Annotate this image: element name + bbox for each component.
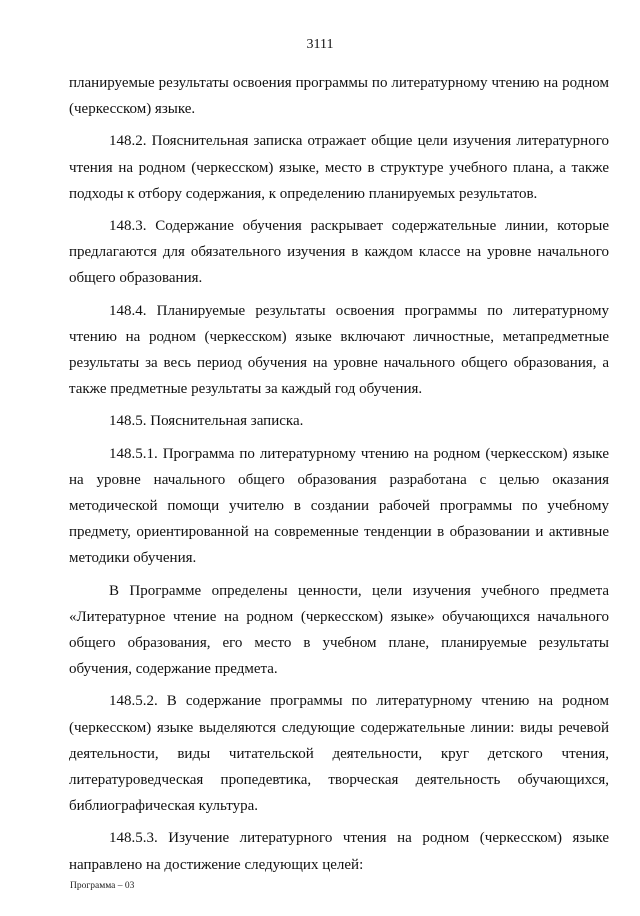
paragraph-148-5: 148.5. Пояснительная записка. [109,413,304,430]
paragraph-148-4: 148.4. Планируемые результаты освоения программы по литературному чтению на родном (черкесском) языке включают личностные, метапредметные результаты за весь период обучения на уровне начального общего образования, а также предметные результаты за каждый год обучения. [69,302,609,398]
document-body [69,70,609,884]
paragraph-148-5-3: 148.5.3. Изучение литературного чтения на родном (черкесском) языке направлено на достижение следующих целей: [69,830,609,873]
page-footer: Программа – 03 [70,881,135,891]
paragraph-148-3: 148.3. Содержание обучения раскрывает содержательные линии, которые предлагаются для обязательного изучения в каждом классе на уровне начального общего образования. [69,218,609,287]
paragraph-148-5-2: 148.5.2. В содержание программы по литературному чтению на родном (черкесском) языке выделяются следующие содержательные линии: виды речевой деятельности, виды читательской деятельности, круг детского чтения, литературоведческая пропедевтика, творческая деятельность обучающихся, библиографическая культура. [69,693,609,815]
paragraph-148-5-1: 148.5.1. Программа по литературному чтению на родном (черкесском) языке на уровне начального общего образования разработана с целью оказания методической помощи учителю в создании рабочей программы по учебному предмету, ориентированной на современные тенденции в образовании и активные методики обучения. [69,445,609,567]
paragraph-program-values: В Программе определены ценности, цели изучения учебного предмета «Литературное чтение на родном (черкесском) языке» обучающихся начального общего образования, его место в учебном плане, планируемые результаты обучения, содержание предмета. [69,582,609,678]
paragraph-continuation: планируемые результаты освоения программы по литературному чтению на родном (черкесском) языке. [69,75,609,118]
page-number: 3111 [306,37,334,52]
paragraph-148-2: 148.2. Пояснительная записка отражает общие цели изучения литературного чтения на родном (черкесском) языке, место в структуре учебного плана, а также подходы к отбору содержания, к определению планируемых результатов. [69,133,609,202]
